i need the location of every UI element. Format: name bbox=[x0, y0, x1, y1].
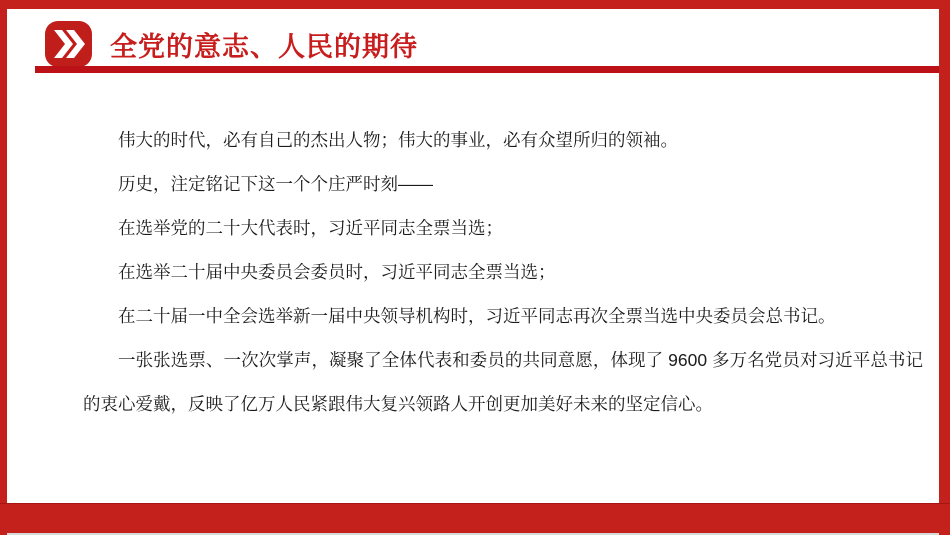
frame-left-bar bbox=[0, 0, 7, 535]
paragraph: 历史，注定铭记下这一个个庄严时刻—— bbox=[118, 174, 433, 194]
frame-bottom-bar bbox=[0, 503, 950, 535]
paragraph: 在选举二十届中央委员会委员时，习近平同志全票当选； bbox=[118, 262, 556, 282]
frame-top-bar bbox=[0, 0, 950, 9]
slide-body-text bbox=[83, 118, 923, 426]
title-underline bbox=[35, 66, 939, 73]
page-title: 全党的意志、人民的期待 bbox=[110, 32, 418, 62]
frame-right-bar bbox=[939, 0, 950, 535]
double-chevron-right-icon bbox=[45, 21, 92, 67]
paragraph: 伟大的时代，必有自己的杰出人物；伟大的事业，必有众望所归的领袖。 bbox=[118, 130, 678, 150]
paragraph: 一张张选票、一次次掌声，凝聚了全体代表和委员的共同意愿，体现了 9600 多万名党员对习近平总书记的衷心爱戴，反映了亿万人民紧跟伟大复兴领路人开创更加美好未来的坚定信心。 bbox=[83, 350, 923, 414]
paragraph: 在二十届一中全会选举新一届中央领导机构时，习近平同志再次全票当选中央委员会总书记。 bbox=[118, 306, 836, 326]
paragraph: 在选举党的二十大代表时，习近平同志全票当选； bbox=[118, 218, 503, 238]
